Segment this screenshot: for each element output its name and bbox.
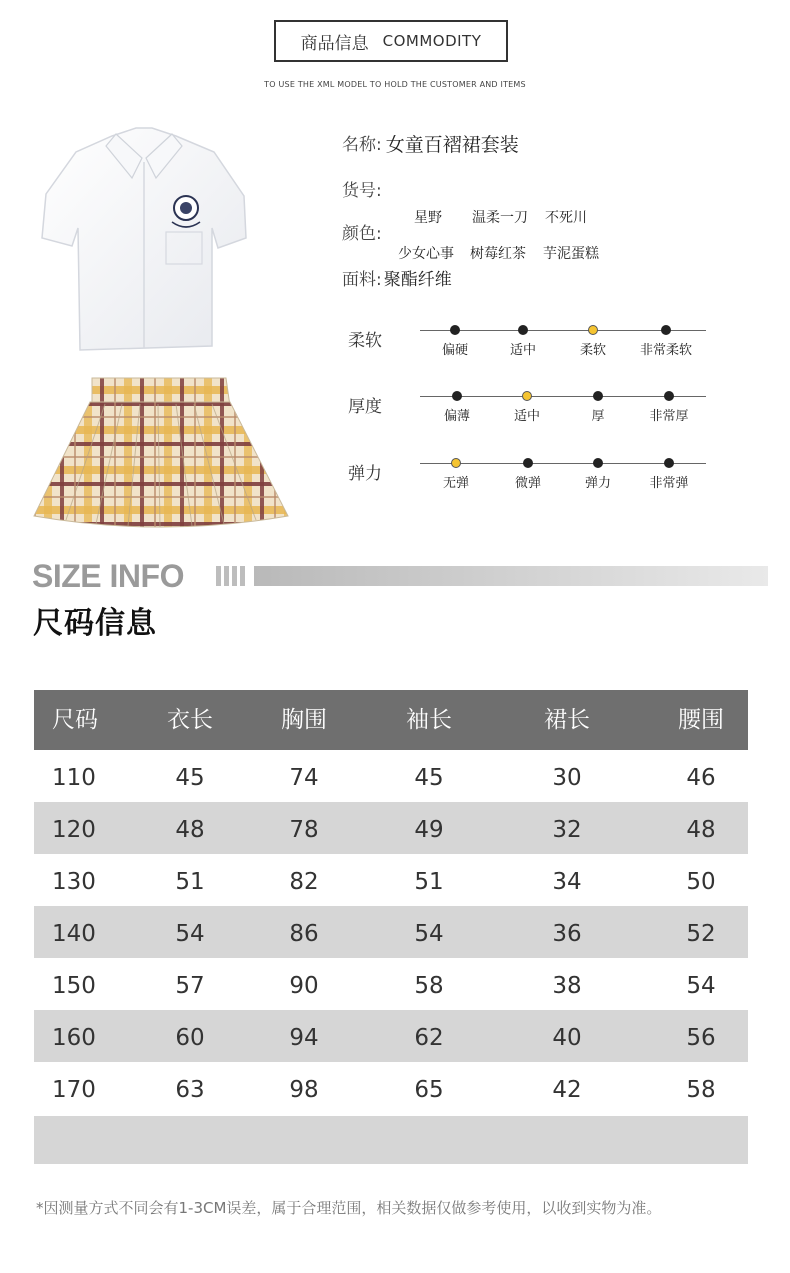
cell-length: 54	[175, 921, 205, 947]
header-size: 尺码	[52, 707, 98, 733]
cell-sleeve: 49	[414, 817, 444, 843]
softness-option: 非常柔软	[639, 343, 693, 358]
cell-sleeve: 45	[414, 765, 444, 791]
elasticity-option: 无弹	[442, 476, 470, 491]
thickness-option: 偏薄	[443, 409, 471, 424]
thickness-dot	[593, 391, 603, 401]
size-table-header	[34, 690, 748, 750]
cell-size: 130	[52, 869, 96, 895]
elasticity-label: 弹力	[348, 464, 382, 484]
product-fabric-row	[342, 265, 452, 290]
skirt-image	[30, 372, 292, 532]
thickness-option: 适中	[513, 409, 541, 424]
product-code-label: 货号:	[342, 181, 382, 201]
cell-skirt-length: 34	[552, 869, 582, 895]
cell-size: 110	[52, 765, 96, 791]
cell-sleeve: 54	[414, 921, 444, 947]
thickness-dot	[664, 391, 674, 401]
cell-size: 120	[52, 817, 96, 843]
cell-waist: 46	[686, 765, 716, 791]
color-option: 星野	[414, 210, 442, 226]
cell-skirt-length: 40	[552, 1025, 582, 1051]
size-info-title-en: SIZE INFO	[32, 558, 184, 594]
softness-option: 适中	[509, 343, 537, 358]
size-table-row	[34, 750, 748, 802]
cell-sleeve: 65	[414, 1077, 444, 1103]
cell-skirt-length: 30	[552, 765, 582, 791]
elasticity-dot	[593, 458, 603, 468]
cell-chest: 98	[289, 1077, 319, 1103]
cell-chest: 74	[289, 765, 319, 791]
cell-chest: 86	[289, 921, 319, 947]
cell-sleeve: 58	[414, 973, 444, 999]
cell-waist: 52	[686, 921, 716, 947]
cell-length: 57	[175, 973, 205, 999]
thickness-dot	[452, 391, 462, 401]
header-length: 衣长	[167, 707, 213, 733]
cell-length: 51	[175, 869, 205, 895]
cell-skirt-length: 42	[552, 1077, 582, 1103]
cell-sleeve: 51	[414, 869, 444, 895]
section-subtitle: TO USE THE XML MODEL TO HOLD THE CUSTOMER AND ITEMS	[264, 80, 526, 89]
cell-waist: 58	[686, 1077, 716, 1103]
size-table-row	[34, 854, 748, 906]
size-table-row	[34, 1062, 748, 1114]
product-name-label: 名称:	[342, 135, 382, 155]
size-table-row	[34, 802, 748, 854]
cell-size: 140	[52, 921, 96, 947]
softness-dot-selected	[588, 325, 598, 335]
softness-dot	[450, 325, 460, 335]
elasticity-dot	[523, 458, 533, 468]
product-name-row	[342, 130, 519, 157]
size-table	[34, 690, 748, 1164]
header-chest: 胸围	[281, 707, 327, 733]
color-option: 温柔一刀	[472, 210, 528, 226]
section-title-box	[274, 20, 508, 62]
product-color-label: 颜色:	[342, 224, 382, 244]
cell-length: 45	[175, 765, 205, 791]
cell-length: 48	[175, 817, 205, 843]
thickness-label: 厚度	[348, 397, 382, 417]
shirt-image	[36, 122, 252, 358]
decoration-bar	[224, 566, 229, 586]
size-info-gradient-bar	[254, 566, 768, 586]
cell-size: 170	[52, 1077, 96, 1103]
color-option: 树莓红茶	[470, 246, 526, 262]
cell-skirt-length: 38	[552, 973, 582, 999]
header-waist: 腰围	[678, 707, 724, 733]
cell-skirt-length: 32	[552, 817, 582, 843]
elasticity-dot-selected	[451, 458, 461, 468]
decoration-bar	[232, 566, 237, 586]
color-option: 少女心事	[398, 246, 454, 262]
cell-skirt-length: 36	[552, 921, 582, 947]
elasticity-option: 微弹	[514, 476, 542, 491]
size-table-row	[34, 1010, 748, 1062]
elasticity-option: 非常弹	[649, 476, 689, 491]
cell-length: 60	[175, 1025, 205, 1051]
softness-dot	[661, 325, 671, 335]
cell-chest: 82	[289, 869, 319, 895]
size-table-blank-row	[34, 1116, 748, 1164]
decoration-bar	[240, 566, 245, 586]
color-option: 不死川	[545, 210, 587, 226]
product-fabric-value: 聚酯纤维	[383, 270, 452, 290]
cell-waist: 50	[686, 869, 716, 895]
cell-chest: 90	[289, 973, 319, 999]
product-color-row	[342, 219, 382, 244]
softness-option: 偏硬	[441, 343, 469, 358]
header-sleeve: 袖长	[406, 707, 452, 733]
decoration-bar	[216, 566, 221, 586]
thickness-dot-selected	[522, 391, 532, 401]
cell-size: 150	[52, 973, 96, 999]
cell-chest: 78	[289, 817, 319, 843]
elasticity-dot	[664, 458, 674, 468]
measurement-footnote: *因测量方式不同会有1-3CM误差，属于合理范围，相关数据仅做参考使用，以收到实物为准。	[36, 1199, 662, 1217]
size-info-decoration-bars	[216, 566, 245, 586]
cell-length: 63	[175, 1077, 205, 1103]
elasticity-option: 弹力	[584, 476, 612, 491]
cell-waist: 56	[686, 1025, 716, 1051]
section-title-en: COMMODITY	[382, 32, 482, 50]
softness-label: 柔软	[348, 331, 382, 351]
cell-waist: 48	[686, 817, 716, 843]
header-skirt-length: 裙长	[544, 707, 590, 733]
softness-option: 柔软	[579, 343, 607, 358]
size-table-row	[34, 958, 748, 1010]
size-table-row	[34, 906, 748, 958]
product-name-value: 女童百褶裙套装	[385, 134, 519, 156]
product-code-row	[342, 176, 382, 201]
thickness-option: 非常厚	[649, 409, 689, 424]
cell-waist: 54	[686, 973, 716, 999]
cell-sleeve: 62	[414, 1025, 444, 1051]
cell-chest: 94	[289, 1025, 319, 1051]
thickness-option: 厚	[591, 409, 605, 424]
section-title-cn: 商品信息	[300, 33, 369, 54]
softness-dot	[518, 325, 528, 335]
color-option: 芋泥蛋糕	[543, 246, 599, 262]
product-fabric-label: 面料:	[342, 270, 382, 290]
size-info-title-cn: 尺码信息	[33, 606, 157, 641]
cell-size: 160	[52, 1025, 96, 1051]
